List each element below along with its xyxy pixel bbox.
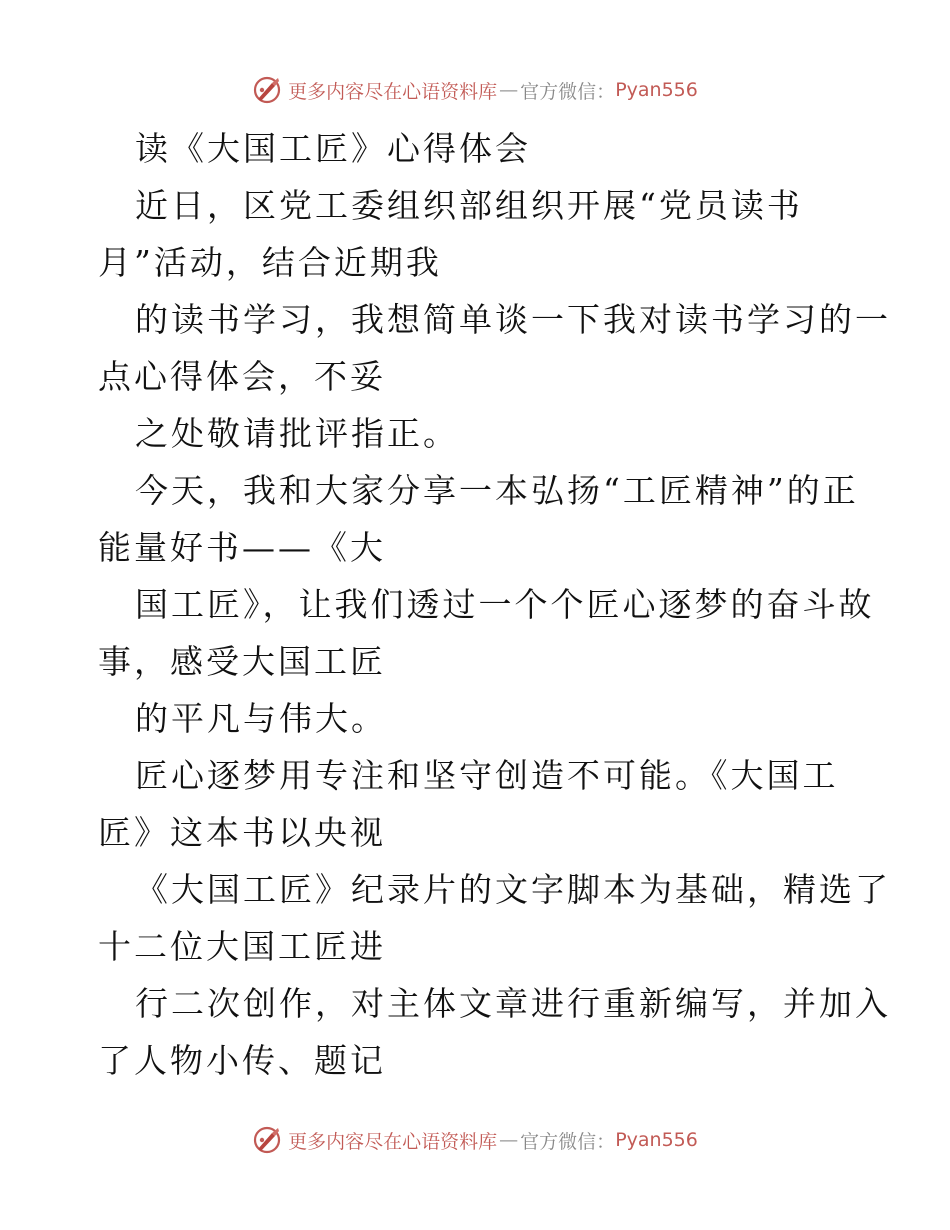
text-line: 今天，我和大家分享一本弘扬“工匠精神”的正 <box>135 471 859 510</box>
text-line: 能量好书——《大 <box>98 528 386 567</box>
official-label: 官方微信： <box>520 1130 616 1153</box>
footer-banner <box>0 1120 950 1160</box>
wechat-id: Pyan556 <box>615 79 698 101</box>
quill-logo-icon <box>252 75 282 105</box>
text-line: 十二位大国工匠进 <box>98 927 386 966</box>
official-label: 官方微信： <box>520 80 616 103</box>
quill-logo-icon <box>252 1125 282 1155</box>
brand-text: 更多内容尽在心语资料库 <box>288 80 498 103</box>
header-banner <box>0 70 950 110</box>
text-line: 国工匠》，让我们透过一个个匠心逐梦的奋斗故 <box>135 585 875 624</box>
document-title: 读《大国工匠》心得体会 <box>135 129 531 168</box>
text-line: 《大国工匠》纪录片的文字脚本为基础，精选了 <box>135 870 891 909</box>
text-line: 了人物小传、题记 <box>98 1041 386 1080</box>
text-line: 的平凡与伟大。 <box>135 699 387 738</box>
text-line: 之处敬请批评指正。 <box>135 414 459 453</box>
text-line: 行二次创作，对主体文章进行重新编写，并加入 <box>135 984 891 1023</box>
text-line: 点心得体会，不妥 <box>98 357 386 396</box>
wechat-id: Pyan556 <box>615 1129 698 1151</box>
text-line: 近日，区党工委组织部组织开展“党员读书 <box>135 186 803 225</box>
text-line: 匠心逐梦用专注和坚守创造不可能。《大国工 <box>135 756 839 795</box>
text-line: 月”活动，结合近期我 <box>98 243 442 282</box>
brand-text: 更多内容尽在心语资料库 <box>288 1130 498 1153</box>
text-line: 事，感受大国工匠 <box>98 642 386 681</box>
document-body <box>98 120 891 1089</box>
text-line: 的读书学习，我想简单谈一下我对读书学习的一 <box>135 300 891 339</box>
banner-dash: — <box>499 79 519 101</box>
banner-dash: — <box>499 1129 519 1151</box>
text-line: 匠》这本书以央视 <box>98 813 386 852</box>
